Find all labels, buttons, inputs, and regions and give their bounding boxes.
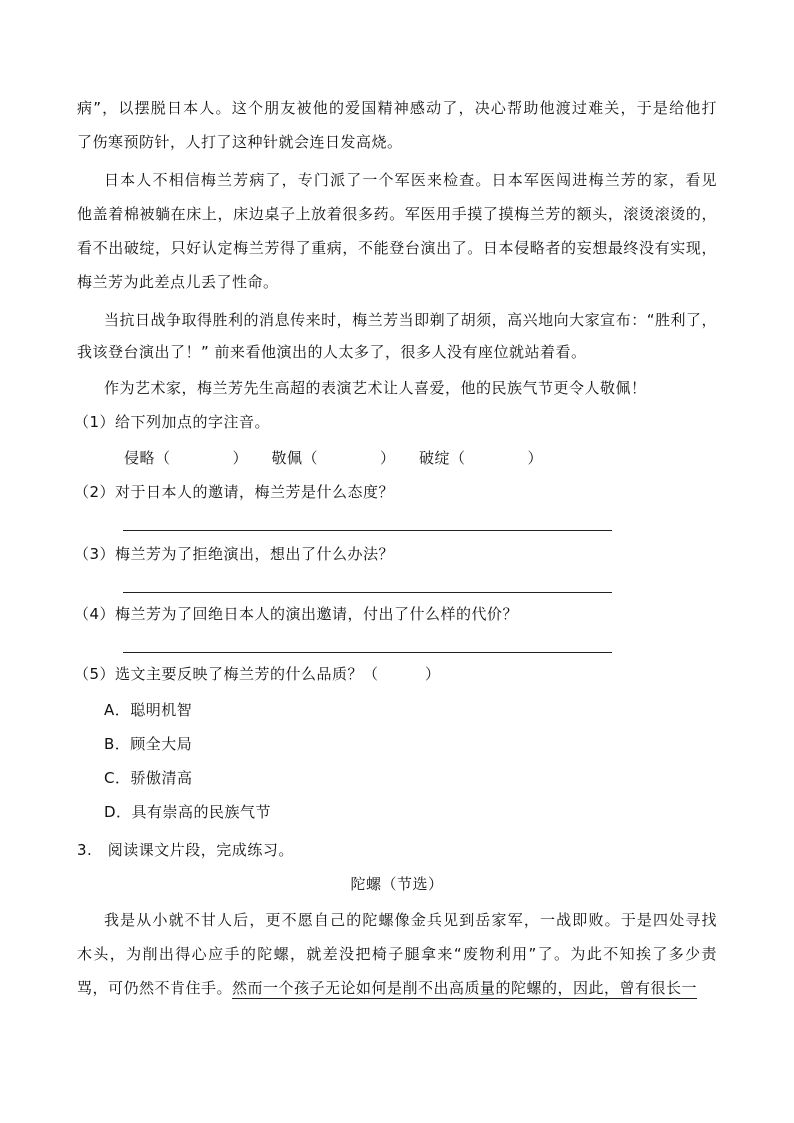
- question-2: （2）对于日本人的邀请，梅兰芳是什么态度？: [74, 483, 395, 501]
- underlined-sentence: 然而一个孩子无论如何是削不出高质量的陀螺的，因此，曾有很长一: [232, 979, 698, 997]
- option-b[interactable]: B．顾全大局: [104, 735, 193, 753]
- question-1-items: 侵略（ ） 敬佩（ ） 破绽（ ）: [124, 449, 544, 467]
- excerpt-title: 陀螺（节选）: [350, 875, 444, 893]
- passage-line: 日本人不相信梅兰芳病了，专门派了一个军医来检查。日本军医闯进梅兰芳的家，看见: [104, 171, 717, 189]
- option-a[interactable]: A．聪明机智: [104, 701, 193, 719]
- question-5: （5）选文主要反映了梅兰芳的什么品质？（ ）: [74, 665, 441, 683]
- question-3: （3）梅兰芳为了拒绝演出，想出了什么办法？: [74, 545, 395, 563]
- passage-line: 看不出破绽，只好认定梅兰芳得了重病，不能登台演出了。日本侵略者的妄想最终没有实现，: [77, 239, 717, 257]
- passage-line: 梅兰芳为此差点儿丢了性命。: [77, 273, 279, 291]
- passage-line: 我该登台演出了！” 前来看他演出的人太多了，很多人没有座位就站着看。: [77, 343, 587, 361]
- passage-line: 病”，以摆脱日本人。这个朋友被他的爱国精神感动了，决心帮助他渡过难关，于是给他打: [77, 99, 717, 117]
- excerpt-text: 骂，可仍然不肯住手。: [77, 979, 233, 997]
- passage-line: 他盖着棉被躺在床上，床边桌子上放着很多药。军医用手摸了摸梅兰芳的额头，滚烫滚烫的，: [77, 205, 717, 223]
- excerpt-line: 木头，为削出得心应手的陀螺，就差没把椅子腿拿来“废物利用”了。为此不知挨了多少责: [77, 945, 717, 963]
- section-heading: 3. 阅读课文片段，完成练习。: [77, 841, 294, 859]
- option-c[interactable]: C．骄傲清高: [104, 769, 193, 787]
- answer-line[interactable]: [123, 592, 612, 593]
- passage-line: 当抗日战争取得胜利的消息传来时，梅兰芳当即剃了胡须，高兴地向大家宣布：“胜利了，: [104, 311, 717, 329]
- answer-line[interactable]: [123, 530, 612, 531]
- answer-line[interactable]: [123, 652, 612, 653]
- passage-line: 了伤寒预防针，人打了这种针就会连日发高烧。: [77, 133, 403, 151]
- passage-line: 作为艺术家，梅兰芳先生高超的表演艺术让人喜爱，他的民族气节更令人敬佩！: [104, 379, 647, 397]
- excerpt-line: 我是从小就不甘人后，更不愿自己的陀螺像金兵见到岳家军，一战即败。于是四处寻找: [104, 911, 717, 929]
- excerpt-line: [77, 978, 717, 998]
- option-d[interactable]: D．具有崇高的民族气节: [104, 803, 272, 821]
- question-1: （1）给下列加点的字注音。: [74, 413, 271, 431]
- question-4: （4）梅兰芳为了回绝日本人的演出邀请，付出了什么样的代价？: [74, 605, 519, 623]
